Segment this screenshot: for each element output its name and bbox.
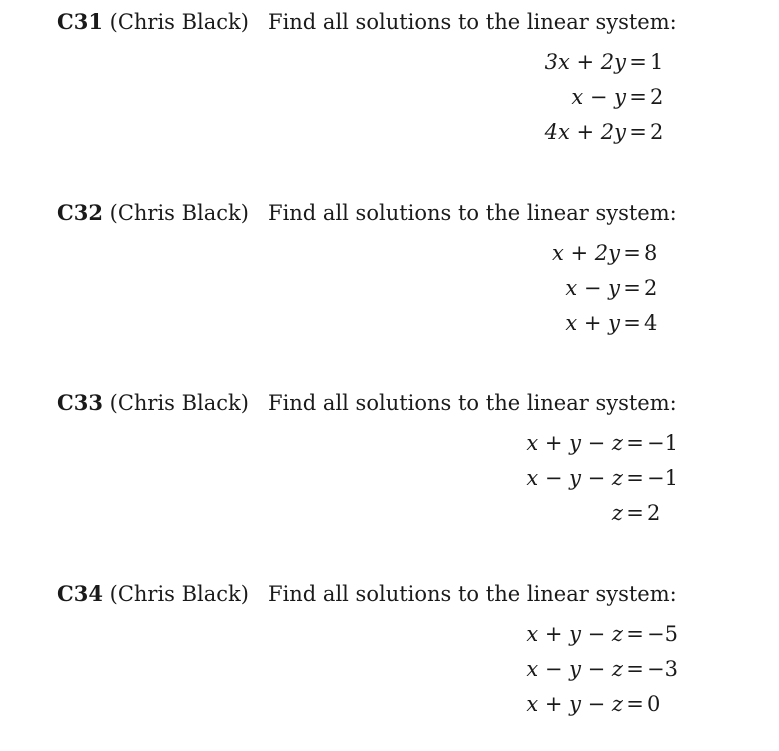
equals-sign: = [626,622,644,646]
equation-lhs: x − y [571,85,626,109]
problem-prompt: Find all solutions to the linear system: [268,391,677,415]
problem-prompt: Find all solutions to the linear system: [268,201,677,225]
problem-author: (Chris Black) [109,201,249,225]
problem-id: C33 [57,390,103,415]
equation-lhs: x + y − z [526,622,623,646]
problem-id: C34 [57,581,103,606]
equation-rhs: 4 [644,311,658,335]
equation-lhs: z [611,501,623,525]
problem-author: (Chris Black) [109,10,249,34]
equation-lhs: 3x + 2y [544,50,626,74]
equation-lhs: x + y [565,311,620,335]
equals-sign: = [626,692,644,716]
problem-prompt: Find all solutions to the linear system: [268,10,677,34]
equals-sign: = [623,311,641,335]
problem-author: (Chris Black) [109,391,249,415]
equation-rhs: 1 [650,50,664,74]
problem-id: C31 [57,9,103,34]
problem-header [57,200,249,226]
equation-rhs: −3 [647,657,678,681]
problem-header [57,9,249,35]
equals-sign: = [626,501,644,525]
equals-sign: = [626,657,644,681]
equation-rhs: −1 [647,466,678,490]
problem-id: C32 [57,200,103,225]
equation-rhs: 0 [647,692,661,716]
equals-sign: = [626,466,644,490]
equals-sign: = [629,85,647,109]
equation-lhs: x + y − z [526,431,623,455]
equals-sign: = [629,50,647,74]
problem-prompt: Find all solutions to the linear system: [268,582,677,606]
equation-rhs: 2 [650,120,664,144]
equation-lhs: 4x + 2y [544,120,626,144]
equals-sign: = [629,120,647,144]
equals-sign: = [623,276,641,300]
equation-rhs: −1 [647,431,678,455]
equation-rhs: −5 [647,622,678,646]
equation-rhs: 2 [647,501,661,525]
equals-sign: = [626,431,644,455]
equation-rhs: 8 [644,241,658,265]
equation-lhs: x + y − z [526,692,623,716]
equation-rhs: 2 [650,85,664,109]
equals-sign: = [623,241,641,265]
equation-lhs: x + 2y [551,241,620,265]
equation-lhs: x − y − z [526,657,623,681]
equation-lhs: x − y − z [526,466,623,490]
equation-rhs: 2 [644,276,658,300]
equation-lhs: x − y [565,276,620,300]
problem-author: (Chris Black) [109,582,249,606]
problem-header [57,390,249,416]
problem-header [57,581,249,607]
